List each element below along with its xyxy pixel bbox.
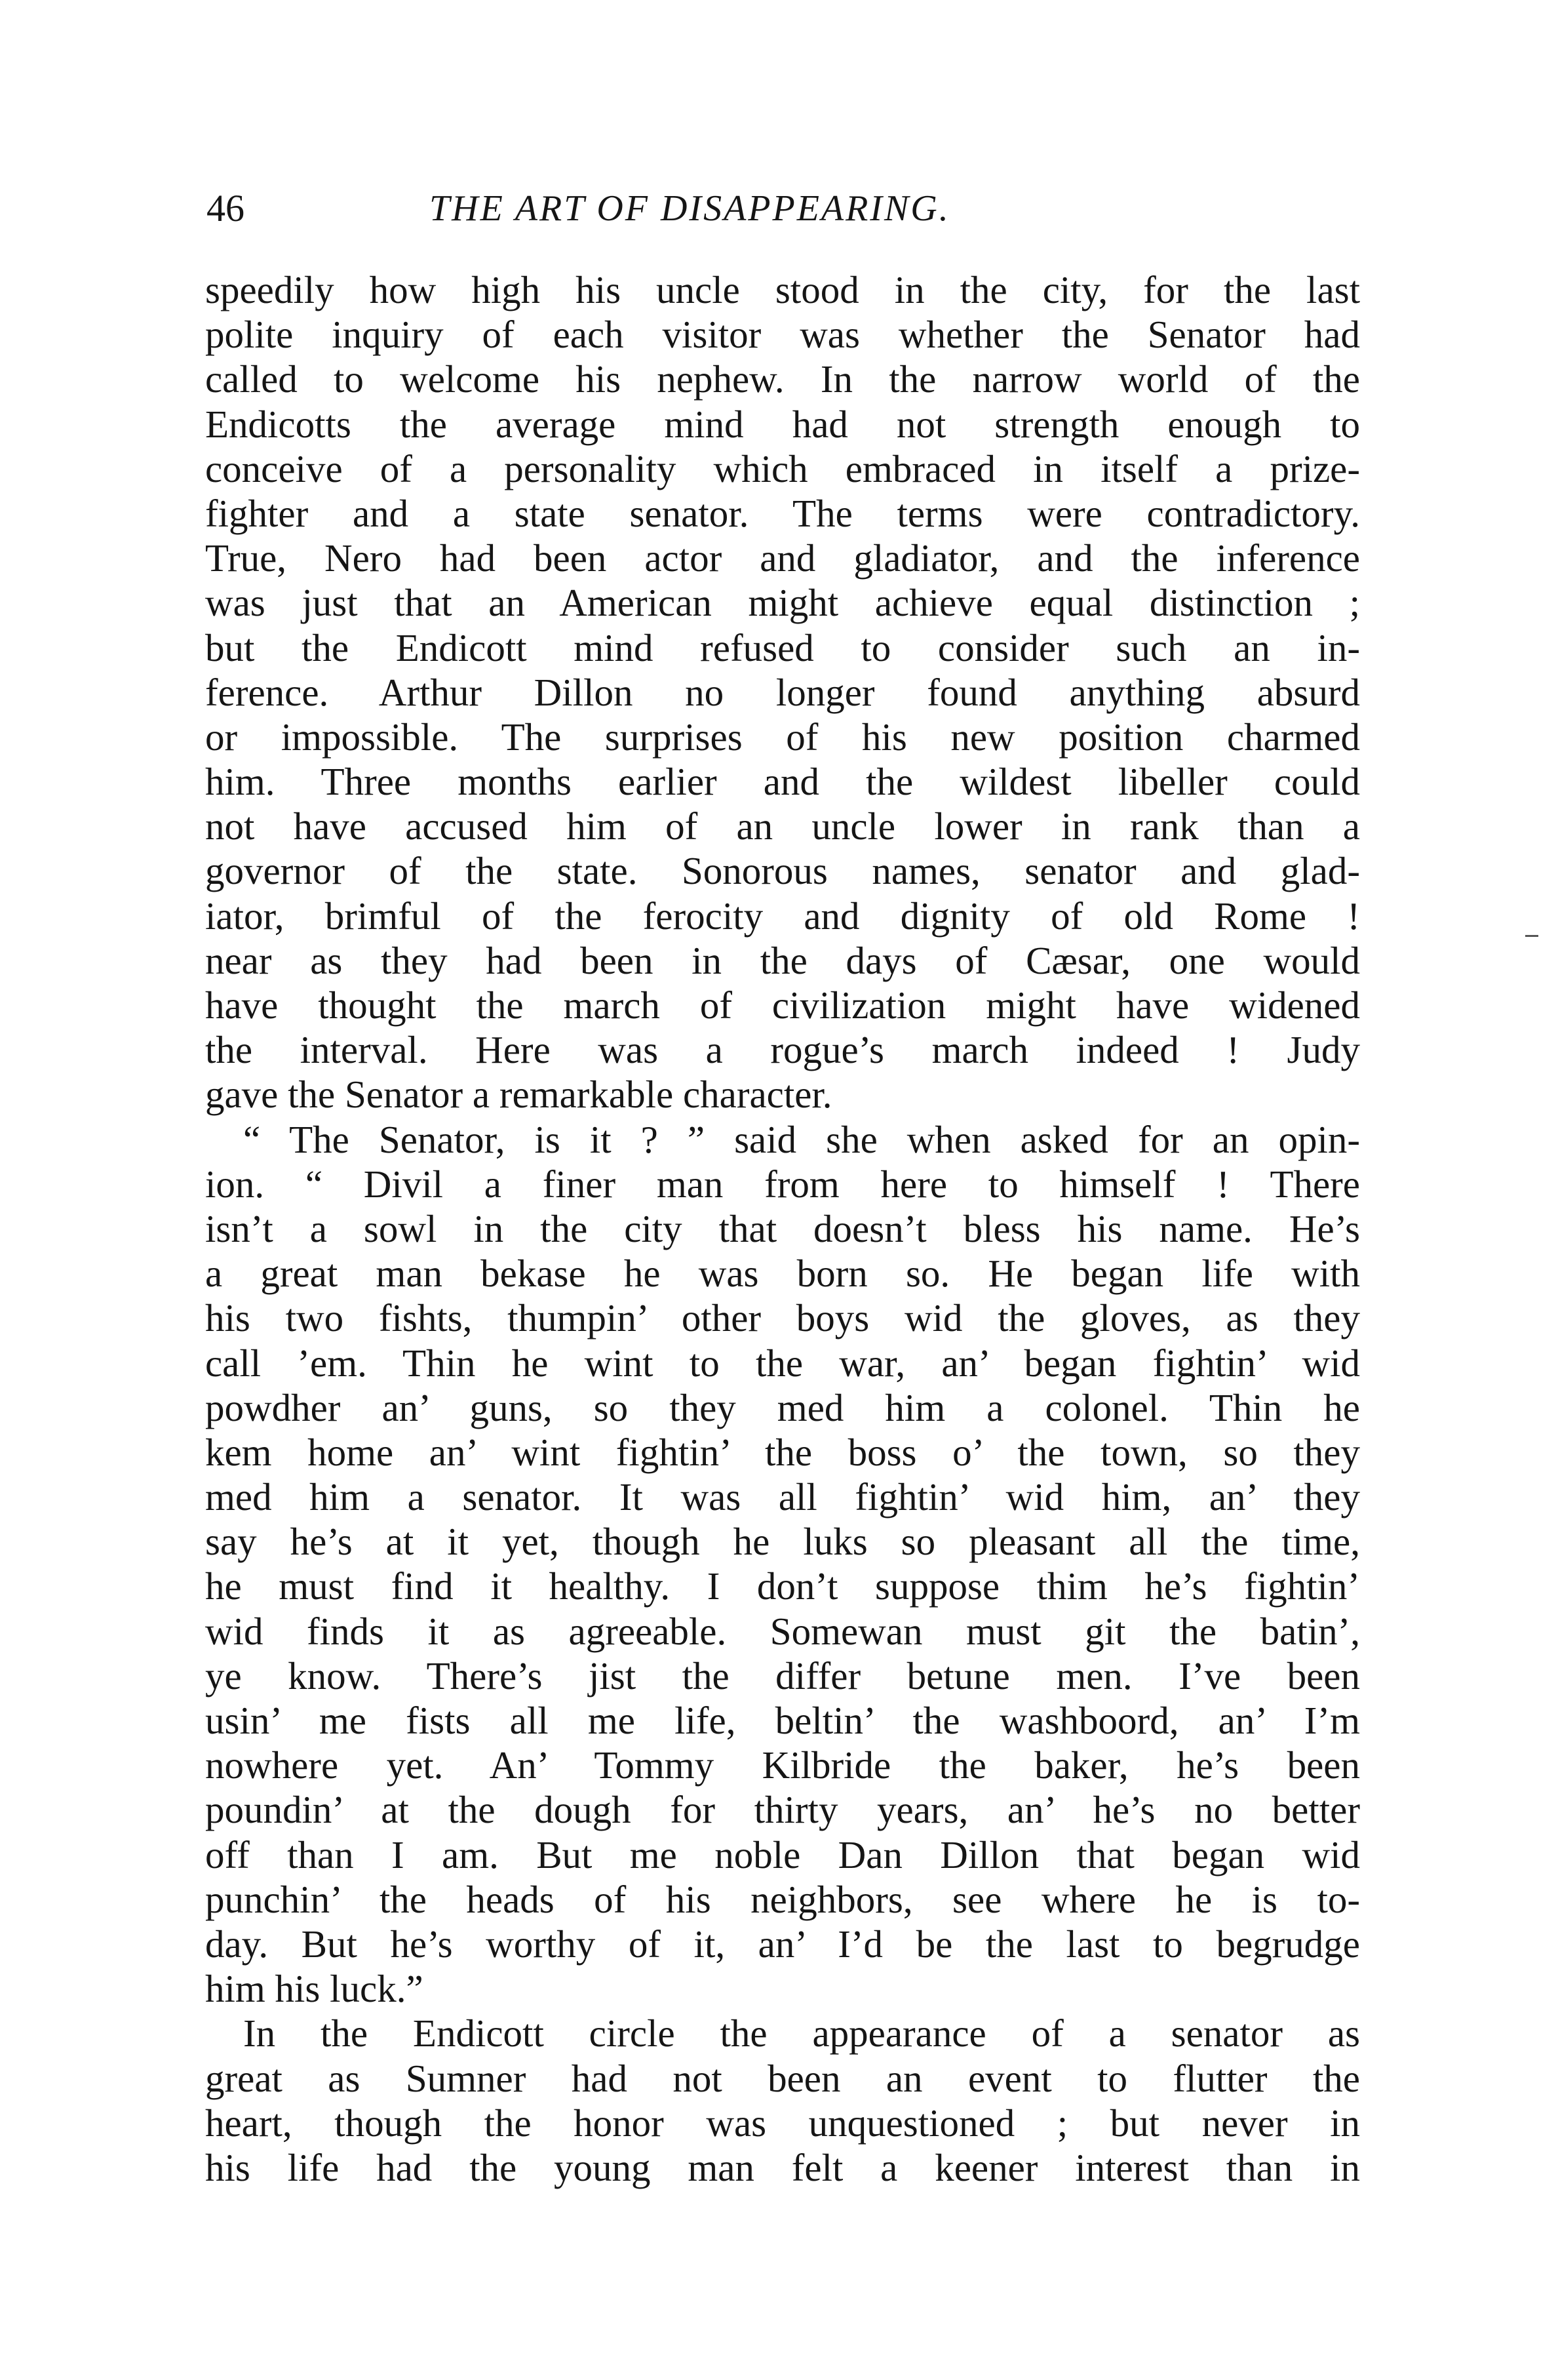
text-line: a great man bekase he was born so. He began life with (205, 1252, 1360, 1296)
text-line: near as they had been in the days of Cæsar, one would (205, 938, 1360, 982)
margin-mark (1525, 935, 1538, 937)
text-line: poundin’ at the dough for thirty years, an’ he’s no better (205, 1788, 1360, 1832)
text-line: not have accused him of an uncle lower in rank than a (205, 804, 1360, 848)
text-line: Endicotts the average mind had not strength enough to (205, 402, 1360, 446)
text-line: day. But he’s worthy of it, an’ I’d be the last to begrudge (205, 1922, 1360, 1966)
text-line: usin’ me fists all me life, beltin’ the washboord, an’ I’m (205, 1699, 1360, 1742)
text-line: great as Sumner had not been an event to flutter the (205, 2056, 1360, 2100)
text-line: him his luck.” (205, 1967, 423, 2011)
text-line: kem home an’ wint fightin’ the boss o’ the town, so they (205, 1430, 1360, 1474)
text-line: called to welcome his nephew. In the narrow world of the (205, 357, 1360, 401)
text-line: governor of the state. Sonorous names, senator and glad- (205, 849, 1360, 893)
text-line: or impossible. The surprises of his new position charmed (205, 715, 1360, 759)
text-line: ion. “ Divil a finer man from here to himself ! There (205, 1162, 1360, 1206)
text-line: In the Endicott circle the appearance of a senator as (243, 2012, 1360, 2055)
text-line: nowhere yet. An’ Tommy Kilbride the baker, he’s been (205, 1743, 1360, 1787)
text-line: him. Three months earlier and the wildest libeller could (205, 760, 1360, 804)
text-line: off than I am. But me noble Dan Dillon that began wid (205, 1833, 1360, 1876)
running-title: THE ART OF DISAPPEARING. (429, 188, 950, 229)
text-line: ference. Arthur Dillon no longer found anything absurd (205, 670, 1360, 714)
text-line: heart, though the honor was unquestioned ; but never in (205, 2101, 1360, 2145)
text-line: he must find it healthy. I don’t suppose thim he’s fightin’ (205, 1564, 1360, 1608)
text-line: polite inquiry of each visitor was whether the Senator had (205, 313, 1360, 357)
text-line: was just that an American might achieve equal distinction ; (205, 581, 1360, 625)
text-line: wid finds it as agreeable. Somewan must git the batin’, (205, 1609, 1360, 1653)
text-line: his life had the young man felt a keener interest than in (205, 2145, 1360, 2189)
text-line: conceive of a personality which embraced in itself a prize- (205, 446, 1360, 490)
text-line: his two fishts, thumpin’ other boys wid the gloves, as they (205, 1296, 1360, 1340)
text-line: gave the Senator a remarkable character. (205, 1073, 832, 1117)
page-number: 46 (206, 187, 244, 229)
text-line: fighter and a state senator. The terms were contradictory. (205, 491, 1360, 535)
text-line: but the Endicott mind refused to consider such an in- (205, 625, 1360, 669)
text-line: call ’em. Thin he wint to the war, an’ began fightin’ wid (205, 1341, 1360, 1385)
text-line: med him a senator. It was all fightin’ wid him, an’ they (205, 1475, 1360, 1519)
running-head (206, 182, 1360, 235)
text-line: ye know. There’s jist the differ betune men. I’ve been (205, 1654, 1360, 1697)
text-line: have thought the march of civilization might have widened (205, 983, 1360, 1027)
body-text (205, 268, 1360, 2190)
text-line: speedily how high his uncle stood in the city, for the last (205, 268, 1360, 311)
text-line: powdher an’ guns, so they med him a colonel. Thin he (205, 1385, 1360, 1429)
text-line: “ The Senator, is it ? ” said she when asked for an opin- (243, 1117, 1360, 1161)
text-line: iator, brimful of the ferocity and dignity of old Rome ! (205, 894, 1360, 938)
text-line: punchin’ the heads of his neighbors, see where he is to- (205, 1877, 1360, 1921)
text-line: isn’t a sowl in the city that doesn’t bless his name. He’s (205, 1206, 1360, 1250)
text-line: say he’s at it yet, though he luks so pleasant all the time, (205, 1520, 1360, 1564)
text-line: True, Nero had been actor and gladiator, and the inference (205, 536, 1360, 580)
text-line: the interval. Here was a rogue’s march indeed ! Judy (205, 1028, 1360, 1072)
